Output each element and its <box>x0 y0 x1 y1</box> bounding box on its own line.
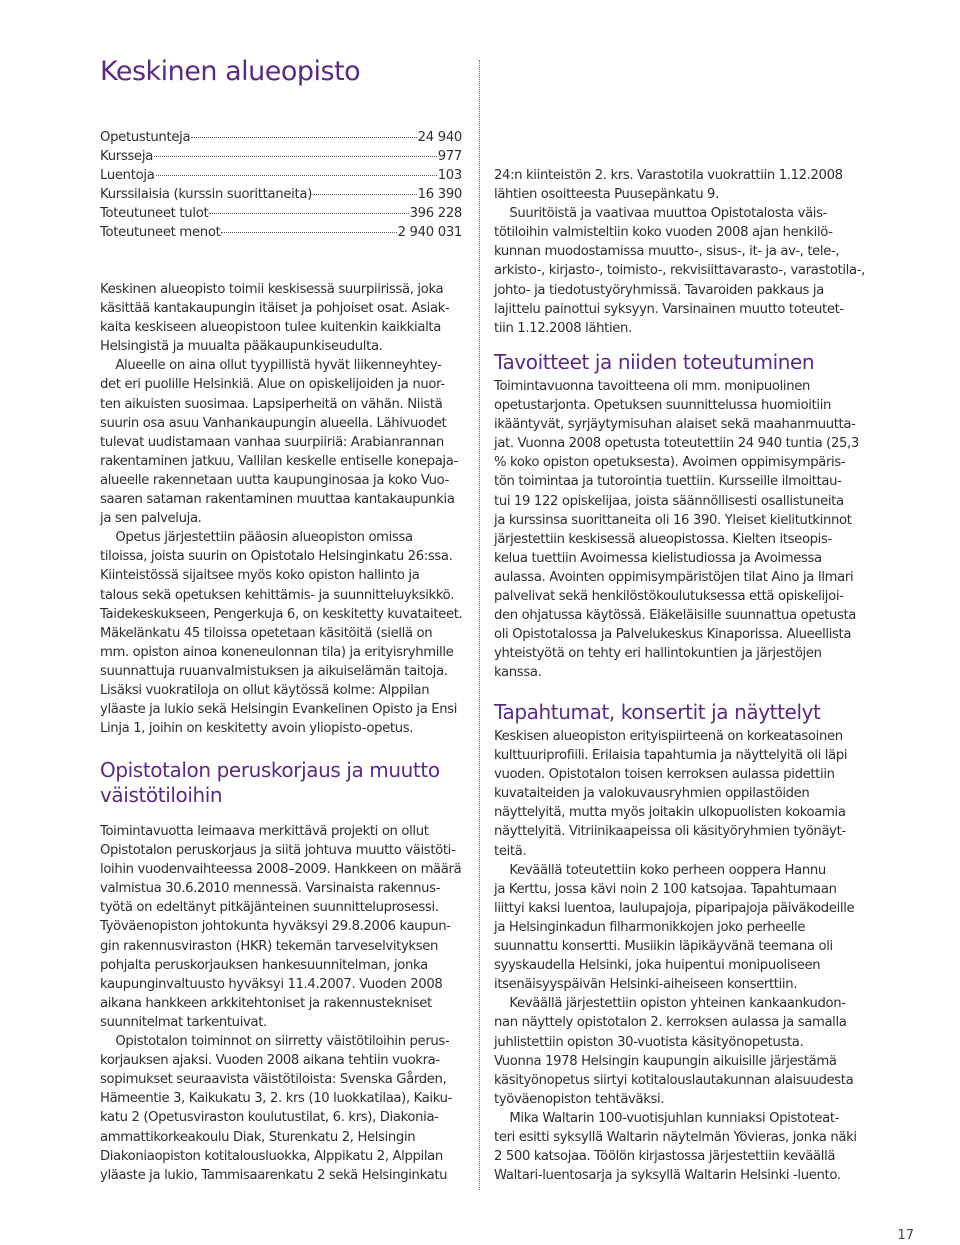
stats-list <box>100 128 462 243</box>
section-heading-renovation: Opistotalon peruskorjaus ja muutto väistötiloihin <box>100 758 440 807</box>
stat-row <box>100 166 462 185</box>
stat-value: 24 940 <box>417 130 462 145</box>
section-heading-events: Tapahtumat, konsertit ja näyttelyt <box>494 700 821 724</box>
stat-label: Opetustunteja <box>100 130 191 145</box>
stat-value: 103 <box>437 168 462 184</box>
stat-label: Kurssilaisia (kurssin suorittaneita) <box>100 187 313 203</box>
section-heading-goals: Tavoitteet ja niiden toteutuminen <box>494 350 815 374</box>
relocation-paragraphs: 24:n kiinteistön 2. krs. Varastotila vuokrattiin 1.12.2008 lähtien osoitteesta Puusepänkatu 9. Suuritöistä ja vaativaa muuttoa Opistotalosta väis- tötiloihin valmisteltiin koko vuoden 2008 ajan henkilö- kunnan muodostamissa muutto-, sisus-, it- ja av-, tele-, arkisto-, kirjasto-, toimisto-, rekvisiittavarasto-, varastotila-, johto- ja tiedotustyöryhmissä. Tavaroiden pakkaus ja lajittelu painottui syksyyn. Varsinainen muutto toteutet- tiin 1.12.2008 lähtien. <box>494 168 865 336</box>
stat-value: 16 390 <box>417 187 462 203</box>
intro-paragraphs: Keskinen alueopisto toimii keskisessä suurpiirissä, joka käsittää kantakaupungin itäiset ja pohjoiset osat. Asiak- kaita keskiseen alueopistoon tulee kuitenkin kaikkialta Helsingistä ja muualta pääkaupunkiseudulta. Alueelle on aina ollut tyypillistä hyvät liikenneyhtey- det eri puolille Helsinkiä. Alue on opiskelijoiden ja nuor- ten aikuisten suosimaa. Lapsiperheitä on vähän. Niistä suurin osa asuu Vanhankaupungin alueella. Lähivuodet tulevat uudistamaan vanhaa suurpiiriä: Arabianrannan rakentaminen jatkuu, Vallilan keskelle entiselle konepaja- alueelle rakennetaan uutta kaupunginosaa ja koko Vuo- saaren sataman rakentaminen muuttaa kantakaupunkia ja sen palveluja. Opetus järjestettiin pääosin alueopiston omissa tiloissa, joista suurin on Opistotalo Helsinginkatu 26:ssa. Kiinteistössä sijaitsee myös koko opiston hallinto ja talous sekä opetuksen kehittämis- ja suunnitteluyksikkö. Taidekeskukseen, Pengerkuja 6, on keskitetty kuvataiteet. Mäkelänkatu 45 tiloissa opetetaan käsitöitä (siellä on mm. opiston ainoa koneneulonnan tila) ja erityisryhmille suunnattuja ruuanvalmistuksen ja aikuiselämän taitoja. Lisäksi vuokratiloja on ollut käytössä kolme: Alppilan yläaste ja lukio sekä Helsingin Evankelinen Opisto ja Ensi Linja 1, joihin on keskitetty avoin yliopisto-opetus. <box>100 282 463 737</box>
stat-label: Kursseja <box>100 149 153 165</box>
renovation-paragraphs: Toimintavuotta leimaava merkittävä projekti on ollut Opistotalon peruskorjaus ja siitä johtuva muutto väistöti- loihin vuodenvaihteessa 2008–2009. Hankkeen on määrä valmistua 30.6.2010 mennessä. Varsinaista rakennus- työtä on edeltänyt pitkäjänteinen suunnitteluprosessi. Työväenopiston johtokunta hyväksyi 29.8.2006 kaupun- gin rakennusviraston (HKR) tekemän tarveselvityksen pohjalta peruskorjauksen hankesuunnitelman, jonka kaupunginvaltuusto hyväksyi 11.4.2007. Vuoden 2008 aikana hankkeen arkkitehtoniset ja rakennustekniset suunnitelmat tarkentuivat. Opistotalon toiminnot on siirretty väistötiloihin perus- korjauksen ajaksi. Vuoden 2008 aikana tehtiin vuokra- sopimukset seuraavista väistötiloista: Svenska Gården, Hämeentie 3, Kaikukatu 3, 2. krs (10 luokkatilaa), Kaiku- katu 2 (Opetusviraston koulutustilat, 6. krs), Diakonia- ammattikorkeakoulu Diak, Sturenkatu 2, Helsingin Diakoniaopiston kotitalousluokka, Alppikatu 2, Alppilan yläaste ja lukio, Tammisaarenkatu 2 sekä Helsinginkatu <box>100 824 462 1183</box>
dot-leader <box>221 231 396 233</box>
stat-value: 396 228 <box>409 206 462 222</box>
dot-leader <box>154 155 437 157</box>
stat-value: 2 940 031 <box>397 225 462 241</box>
stat-label: Toteutuneet tulot <box>100 206 209 222</box>
stat-row <box>100 147 462 166</box>
events-paragraphs: Keskisen alueopiston erityispiirteenä on korkeatasoinen kulttuuriprofiili. Erilaisia tapahtumia ja näyttelyitä oli läpi vuoden. Opistotalon toisen kerroksen aulassa pidettiin kuvataiteiden ja valokuvausryhmien oppilastöiden näyttelyitä, mutta myös joitakin ulkopuolisten kokoamia näyttelyitä. Vitriinikaapeissa oli käsityöryhmien työnäyt- teitä. Keväällä toteutettiin koko perheen ooppera Hannu ja Kerttu, jossa kävi noin 2 100 katsojaa. Tapahtumaan liittyi kaksi luentoa, laulupajoja, piparipajoja päiväkodeille ja Helsinginkadun filharmonikkojen joko perheelle suunnattu konsertti. Musiikin läpikäyvänä teemana oli syyskaudella Helsinki, joka huipentui monipuoliseen itsenäisyyspäivän Helsinki-aiheiseen konserttiin. Keväällä järjestettiin opiston yhteinen kankaankudon- nan näyttely opistotalon 2. kerroksen aulassa ja samalla juhlistettiin opiston 30-vuotista käsityönopetusta. Vuonna 1978 Helsingin kaupungin aikuisille järjestämä käsityönopetus siirtyi kotitalouslautakunnan alaisuudesta työväenopiston tehtäväksi. Mika Waltarin 100-vuotisjuhlan kunniaksi Opistoteat- teri esitti syksyllä Waltarin näytelmän Yövieras, jonka näki 2 500 katsojaa. Töölön kirjastossa järjestettiin keväällä Waltari-luentosarja ja syksyllä Waltarin Helsinki -luento. <box>494 729 857 1184</box>
dot-leader <box>209 212 408 214</box>
page-number: 17 <box>897 1228 914 1243</box>
goals-paragraph: Toimintavuonna tavoitteena oli mm. monipuolinen opetustarjonta. Opetuksen suunnittelussa huomioitiin ikääntyvät, syrjäytymisuhan alaiset sekä maahanmuutta- jat. Vuonna 2008 opetusta toteutettiin 24 940 tuntia (25,3 % koko opiston opetuksesta). Avoimen oppimisympäris- tön toimintaa ja tutorointia tuettiin. Kursseille ilmoittau- tui 19 122 opiskelijaa, joista säännöllisesti osallistuneita ja kurssinsa suorittaneita oli 16 390. Yleiset kielitutkinnot järjestettiin keskisessä alueopistossa. Kielten itseopis- kelua tuettiin Avoimessa kielistudiossa ja Avoimessa aulassa. Avointen oppimisympäristöjen tilat Aino ja Ilmari palvelivat sekä henkilöstökoulutuksessa että opiskelijoi- den ohjatussa käytössä. Eläkeläisille suunnattua opetusta oli Opistotalossa ja Palvelukeskus Kinaporissa. Alueellista yhteistyötä on tehty eri hallintokuntien ja järjestöjen kanssa. <box>494 379 859 681</box>
dot-leader <box>191 136 416 138</box>
stat-row <box>100 128 462 147</box>
dot-leader <box>156 174 437 176</box>
dot-leader <box>313 193 417 195</box>
stat-row <box>100 204 462 223</box>
stat-row <box>100 223 462 242</box>
stat-value: 977 <box>437 149 462 165</box>
page-title: Keskinen alueopisto <box>100 56 361 87</box>
stat-label: Luentoja <box>100 168 155 184</box>
column-divider <box>479 60 480 1190</box>
stat-row <box>100 185 462 204</box>
stat-label: Toteutuneet menot <box>100 225 221 241</box>
